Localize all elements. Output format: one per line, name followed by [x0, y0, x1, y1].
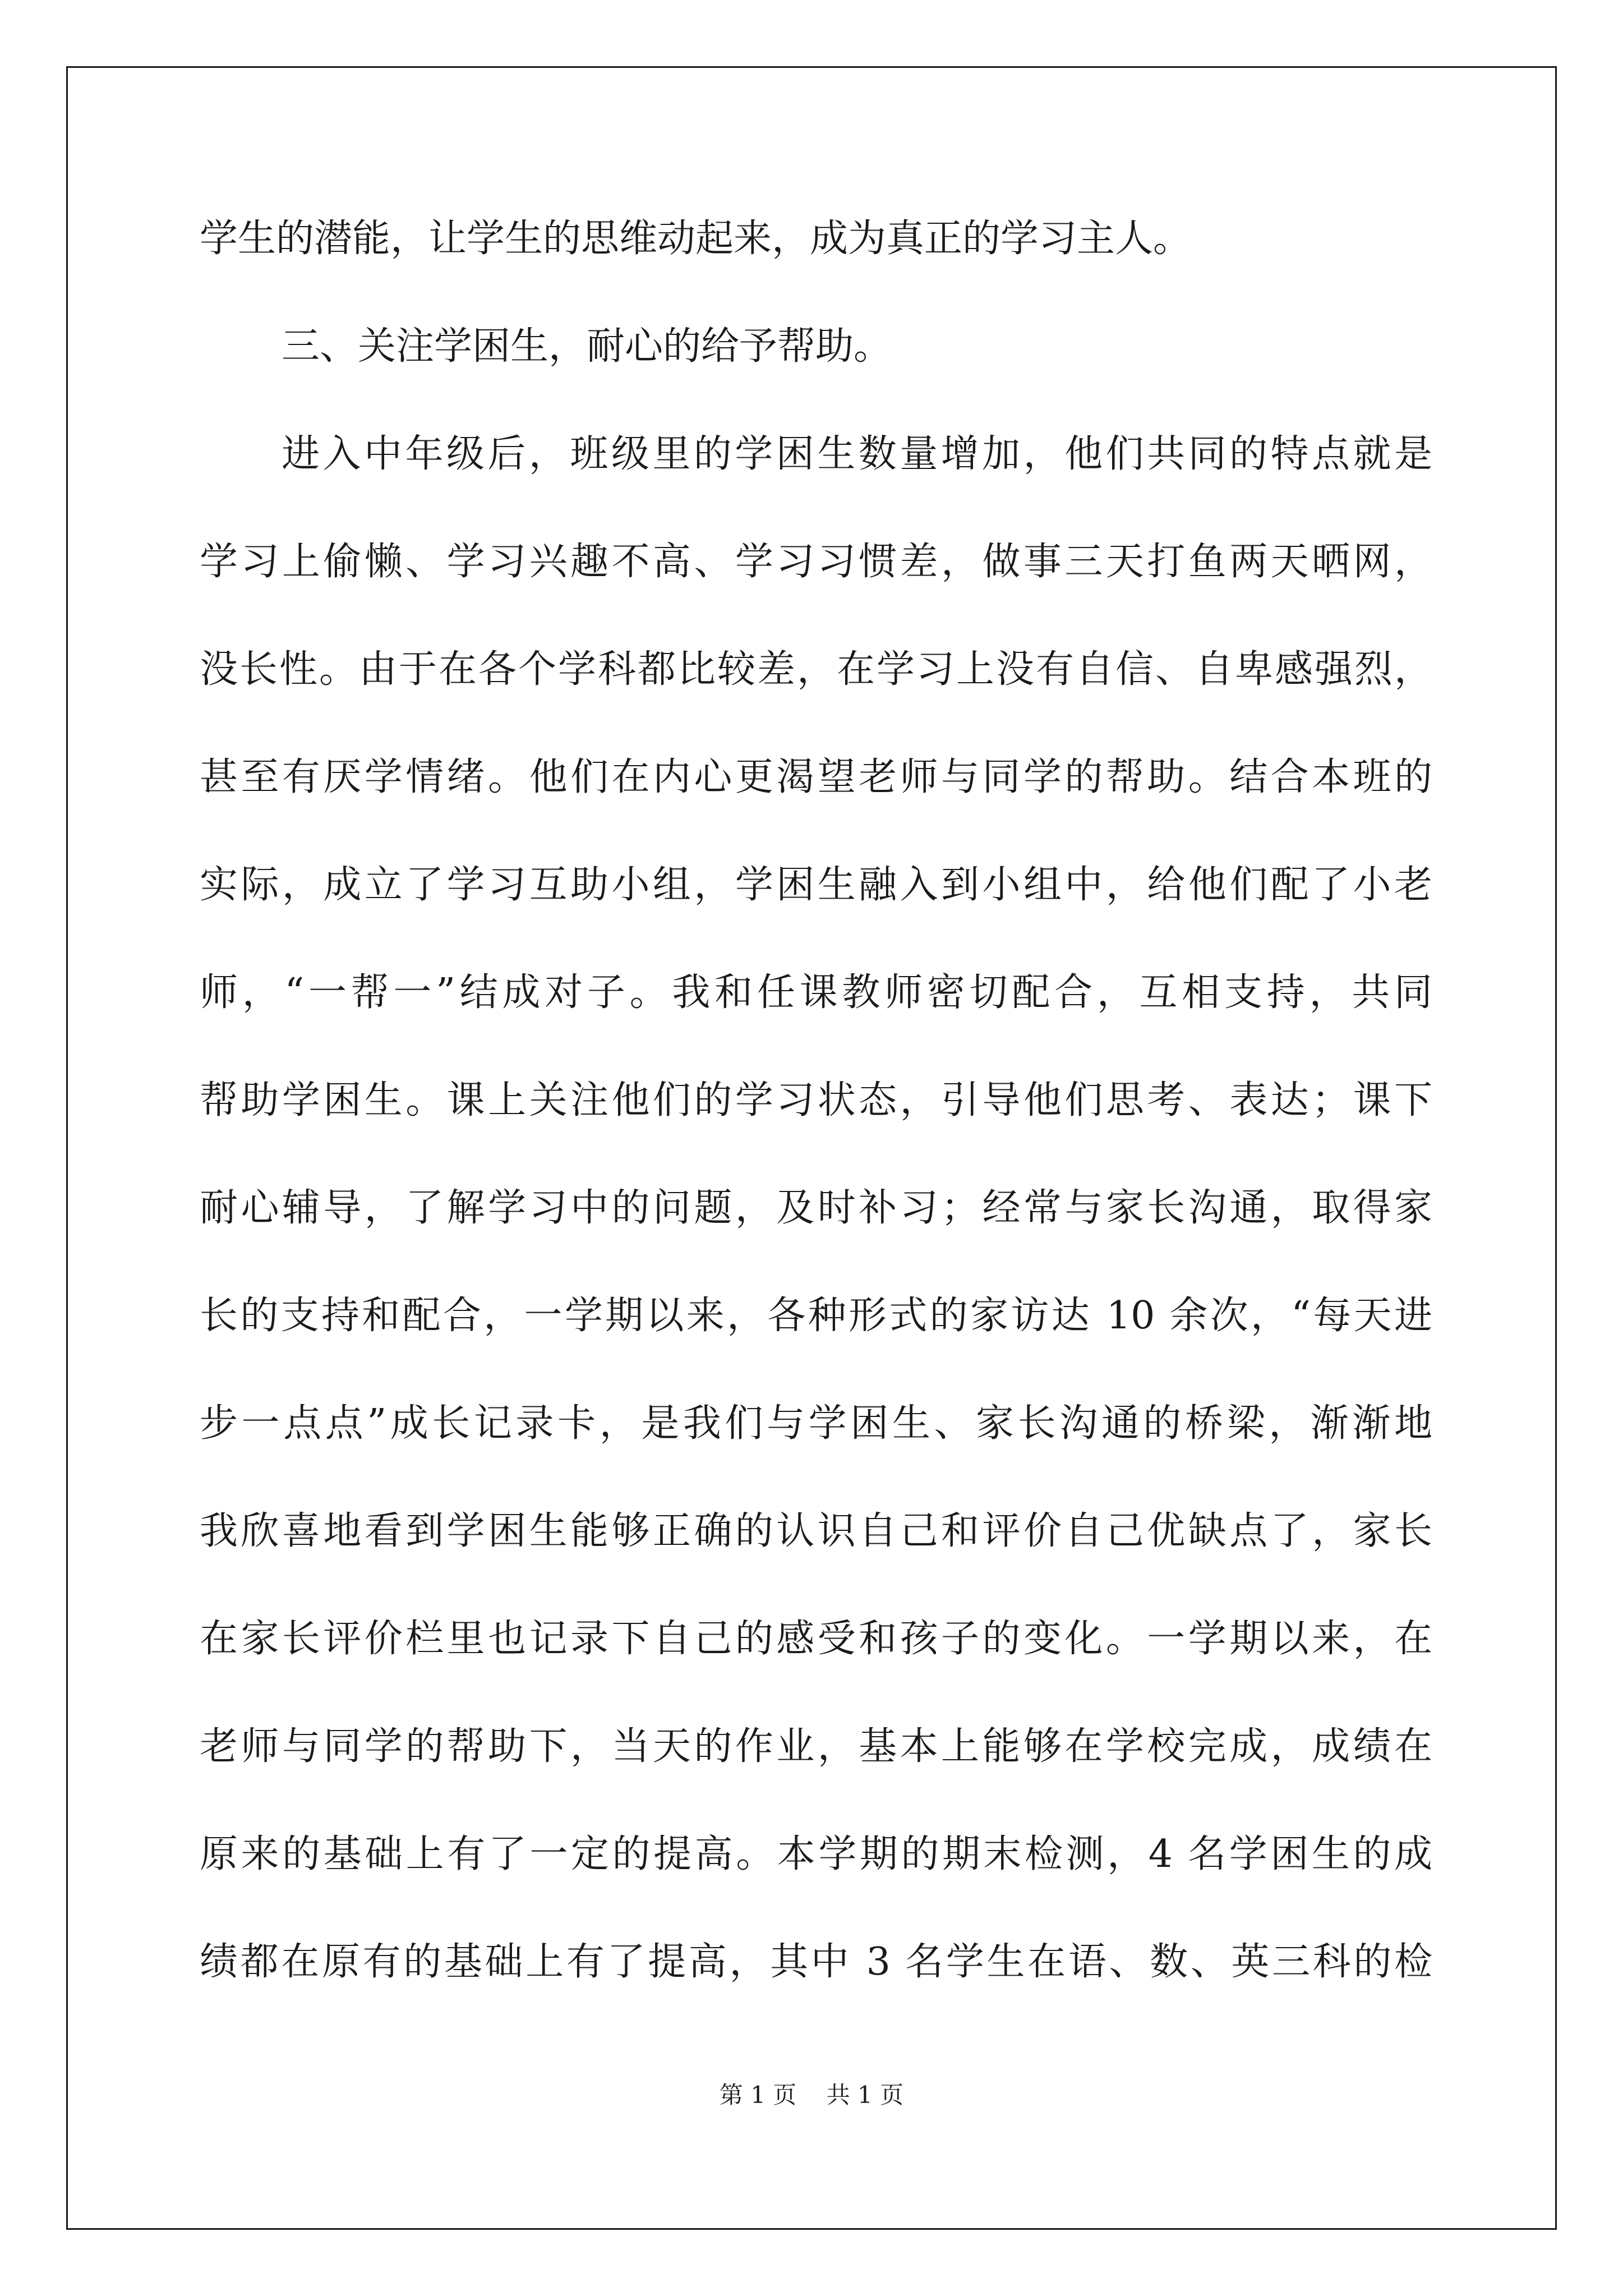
text-line: 长的支持和配合，一学期以来，各种形式的家访达 10 余次，“每天进 — [200, 1296, 1432, 1336]
page-footer — [0, 2077, 1623, 2110]
text-line: 原来的基础上有了一定的提高。本学期的期末检测，4 名学困生的成 — [200, 1834, 1432, 1875]
document-body — [200, 219, 1432, 2050]
text-line: 师，“一帮一”结成对子。我和任课教师密切配合，互相支持，共同 — [200, 973, 1432, 1013]
page-total: 共 1 页 — [826, 2081, 904, 2109]
text-line: 我欣喜地看到学困生能够正确的认识自己和评价自己优缺点了，家长 — [200, 1511, 1432, 1552]
page-number: 第 1 页 — [719, 2081, 797, 2109]
text-line: 步一点点”成长记录卡，是我们与学困生、家长沟通的桥梁，渐渐地 — [200, 1404, 1432, 1444]
text-line: 没长性。由于在各个学科都比较差，在学习上没有自信、自卑感强烈， — [200, 650, 1432, 690]
text-line: 甚至有厌学情绪。他们在内心更渴望老师与同学的帮助。结合本班的 — [200, 757, 1432, 798]
text-line: 学习上偷懒、学习兴趣不高、学习习惯差，做事三天打鱼两天晒网， — [200, 542, 1432, 582]
text-line: 在家长评价栏里也记录下自己的感受和孩子的变化。一学期以来，在 — [200, 1619, 1432, 1659]
text-line: 实际，成立了学习互助小组，学困生融入到小组中，给他们配了小老 — [200, 865, 1432, 905]
text-line: 老师与同学的帮助下，当天的作业，基本上能够在学校完成，成绩在 — [200, 1727, 1432, 1767]
text-line: 帮助学困生。课上关注他们的学习状态，引导他们思考、表达；课下 — [200, 1080, 1432, 1121]
text-line: 进入中年级后，班级里的学困生数量增加，他们共同的特点就是 — [282, 434, 1432, 475]
text-line: 绩都在原有的基础上有了提高，其中 3 名学生在语、数、英三科的检 — [200, 1942, 1432, 1982]
section-heading: 三、关注学困生，耐心的给予帮助。 — [282, 326, 892, 367]
text-line: 耐心辅导，了解学习中的问题，及时补习；经常与家长沟通，取得家 — [200, 1188, 1432, 1228]
text-line: 学生的潜能，让学生的思维动起来，成为真正的学习主人。 — [200, 219, 1192, 259]
